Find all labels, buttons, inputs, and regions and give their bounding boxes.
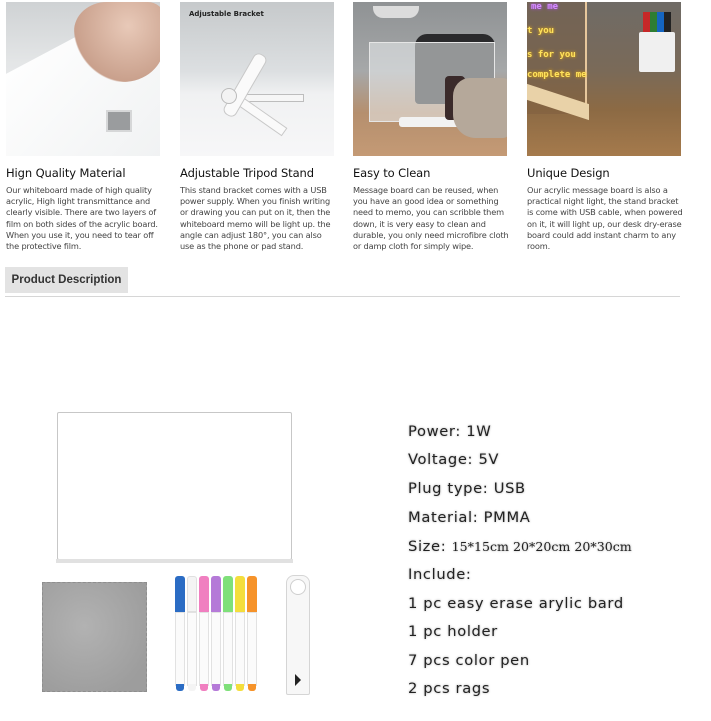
color-pen — [199, 576, 209, 692]
feature-card-material — [6, 2, 160, 252]
glowing-board-image: me me t you s for you complete me — [527, 2, 681, 156]
feature-description: Our whiteboard made of high quality acrylic, High light transmittance and clearly visible. There are two layers of film on both sides of the acrylic board. When you use it, you need to tear off the protective film. — [6, 185, 158, 252]
cleaning-board-image — [353, 2, 507, 156]
feature-cards — [6, 2, 686, 257]
acrylic-film-image — [6, 2, 160, 156]
tab-product-description[interactable]: Product Description — [5, 267, 128, 293]
include-item: 1 pc easy erase arylic bard — [408, 596, 624, 612]
rag-image — [42, 582, 147, 692]
feature-description: Message board can be reused, when you have an good idea or something need to memo, you can scribble them down, it is very easy to clean and durable, you only need microfibre cloth or damp cloth for simply wipe. — [353, 185, 509, 252]
feature-title: Unique Design — [527, 166, 610, 180]
feature-description: Our acrylic message board is also a practical night light, the stand bracket is come with USB cable, when powered on it, it will light up, our desk dry-erase board could add instant charm to any room. — [527, 185, 683, 252]
spec-material: Material: PMMA — [408, 510, 531, 526]
include-item: 1 pc holder — [408, 624, 498, 640]
include-label: Include: — [408, 567, 472, 583]
color-pen — [211, 576, 221, 692]
feature-title: Adjustable Tripod Stand — [180, 166, 314, 180]
divider — [5, 296, 680, 297]
holder-image — [286, 575, 310, 695]
feature-card-stand — [180, 2, 334, 252]
color-pen — [247, 576, 257, 692]
include-item: 2 pcs rags — [408, 681, 491, 697]
spec-plug-type: Plug type: USB — [408, 481, 526, 497]
feature-card-design — [527, 2, 683, 252]
feature-title: Hign Quality Material — [6, 166, 126, 180]
color-pen — [223, 576, 233, 692]
feature-description: This stand bracket comes with a USB power supply. When you finish writing or drawing you can put on it, then the whiteboard memo will be light up. the angle can adjust 180°, you can also use as the phone or pad stand. — [180, 185, 331, 252]
color-pen — [187, 576, 197, 692]
color-pen — [175, 576, 185, 692]
spec-voltage: Voltage: 5V — [408, 452, 500, 468]
include-item: 7 pcs color pen — [408, 653, 530, 669]
feature-card-clean — [353, 2, 509, 252]
color-pens-image — [175, 576, 257, 692]
adjustable-bracket-image — [180, 2, 334, 156]
color-pen — [235, 576, 245, 692]
spec-size: Size: 15*15cm 20*20cm 20*30cm — [408, 539, 632, 555]
acrylic-board-image — [57, 412, 292, 560]
feature-title: Easy to Clean — [353, 166, 431, 180]
spec-power: Power: 1W — [408, 424, 492, 440]
image-caption: Adjustable Bracket — [189, 10, 264, 18]
